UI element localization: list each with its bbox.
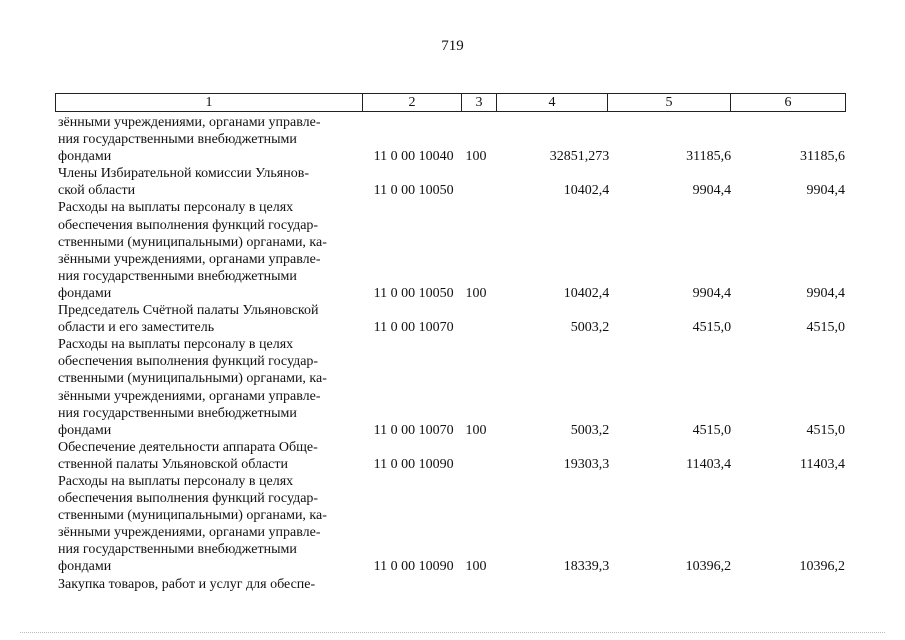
description-line: ственными (муниципальными) органами, ка- bbox=[58, 371, 327, 387]
amount-col-5: 9904,4 bbox=[692, 285, 732, 301]
amount-col-5: 10396,2 bbox=[685, 559, 732, 575]
description-line: Председатель Счётной палаты Ульяновской bbox=[58, 303, 319, 319]
description-line: ской области bbox=[58, 183, 136, 199]
expense-type-code: 100 bbox=[465, 285, 487, 301]
row-description bbox=[55, 302, 362, 336]
amount-col-4: 10402,4 bbox=[563, 285, 610, 301]
expense-type-code: 100 bbox=[465, 422, 487, 438]
table-row bbox=[55, 439, 845, 473]
bottom-scan-edge bbox=[20, 632, 885, 633]
column-header-1: 1 bbox=[56, 94, 363, 112]
description-line: Расходы на выплаты персоналу в целях bbox=[58, 473, 294, 489]
target-article-code: 11 0 00 10090 bbox=[373, 456, 454, 472]
target-article-code: 11 0 00 10040 bbox=[373, 149, 454, 165]
target-article-code: 11 0 00 10070 bbox=[373, 320, 454, 336]
expense-type-code: 100 bbox=[465, 559, 487, 575]
amount-col-6: 10396,2 bbox=[799, 559, 845, 575]
table-row bbox=[55, 302, 845, 336]
table-row bbox=[55, 336, 845, 439]
column-header-3: 3 bbox=[462, 94, 497, 112]
amount-col-4: 10402,4 bbox=[563, 183, 610, 199]
column-header-6: 6 bbox=[731, 94, 846, 112]
row-description bbox=[55, 165, 362, 199]
description-line: области и его заместитель bbox=[58, 320, 215, 336]
description-line: ния государственными внебюджетными bbox=[58, 542, 297, 558]
description-line: фондами bbox=[58, 149, 112, 165]
description-line: обеспечения выполнения функций государ- bbox=[58, 491, 319, 507]
amount-col-5: 31185,6 bbox=[686, 149, 732, 165]
description-line: зёнными учреждениями, органами управле- bbox=[58, 251, 321, 267]
description-line: Расходы на выплаты персоналу в целях bbox=[58, 337, 294, 353]
description-line: Расходы на выплаты персоналу в целях bbox=[58, 200, 294, 216]
description-line: ственными (муниципальными) органами, ка- bbox=[58, 234, 327, 250]
amount-col-5: 4515,0 bbox=[692, 422, 732, 438]
amount-col-6: 11403,4 bbox=[800, 456, 845, 472]
table-row bbox=[55, 165, 845, 199]
amount-col-4: 32851,273 bbox=[549, 149, 610, 165]
amount-col-5: 11403,4 bbox=[686, 456, 732, 472]
table-row bbox=[55, 576, 845, 593]
description-line: фондами bbox=[58, 559, 112, 575]
description-line: Закупка товаров, работ и услуг для обеспе- bbox=[58, 576, 316, 592]
target-article-code: 11 0 00 10050 bbox=[373, 285, 454, 301]
row-description bbox=[55, 336, 362, 439]
description-line: ния государственными внебюджетными bbox=[58, 132, 297, 148]
description-line: зёнными учреждениями, органами управле- bbox=[58, 115, 321, 130]
column-header-row bbox=[56, 94, 846, 112]
target-article-code: 11 0 00 10090 bbox=[373, 559, 454, 575]
description-line: Члены Избирательной комиссии Ульянов- bbox=[58, 166, 309, 182]
description-line: ния государственными внебюджетными bbox=[58, 405, 297, 421]
description-line: обеспечения выполнения функций государ- bbox=[58, 354, 319, 370]
amount-col-4: 5003,2 bbox=[570, 422, 610, 438]
description-line: фондами bbox=[58, 422, 112, 438]
amount-col-5: 9904,4 bbox=[692, 183, 732, 199]
row-description bbox=[55, 439, 362, 473]
description-line: ственными (муниципальными) органами, ка- bbox=[58, 508, 327, 524]
amount-col-6: 9904,4 bbox=[806, 183, 845, 199]
amount-col-6: 31185,6 bbox=[800, 149, 845, 165]
table-row bbox=[55, 473, 845, 576]
column-header-table bbox=[55, 93, 846, 112]
amount-col-6: 4515,0 bbox=[806, 422, 845, 438]
amount-col-4: 18339,3 bbox=[563, 559, 610, 575]
amount-col-6: 9904,4 bbox=[806, 285, 845, 301]
target-article-code: 11 0 00 10050 bbox=[373, 183, 454, 199]
description-line: зёнными учреждениями, органами управле- bbox=[58, 525, 321, 541]
row-description bbox=[55, 576, 362, 593]
row-description bbox=[55, 473, 362, 576]
amount-col-4: 19303,3 bbox=[563, 456, 610, 472]
column-header-4: 4 bbox=[497, 94, 608, 112]
description-line: обеспечения выполнения функций государ- bbox=[58, 217, 319, 233]
amount-col-6: 4515,0 bbox=[806, 320, 845, 336]
target-article-code: 11 0 00 10070 bbox=[373, 422, 454, 438]
description-line: ственной палаты Ульяновской области bbox=[58, 456, 289, 472]
expense-type-code: 100 bbox=[465, 149, 487, 165]
description-line: ния государственными внебюджетными bbox=[58, 268, 297, 284]
amount-col-4: 5003,2 bbox=[570, 320, 610, 336]
column-header-2: 2 bbox=[363, 94, 462, 112]
row-description bbox=[55, 199, 362, 302]
table-row bbox=[55, 199, 845, 302]
amount-col-5: 4515,0 bbox=[692, 320, 732, 336]
description-line: зёнными учреждениями, органами управле- bbox=[58, 388, 321, 404]
description-line: Обеспечение деятельности аппарата Обще- bbox=[58, 439, 318, 455]
description-line: фондами bbox=[58, 285, 112, 301]
row-description bbox=[55, 114, 362, 165]
column-header-5: 5 bbox=[608, 94, 731, 112]
table-row bbox=[55, 114, 845, 165]
budget-table-body bbox=[55, 114, 845, 593]
page-number: 719 bbox=[441, 38, 464, 54]
